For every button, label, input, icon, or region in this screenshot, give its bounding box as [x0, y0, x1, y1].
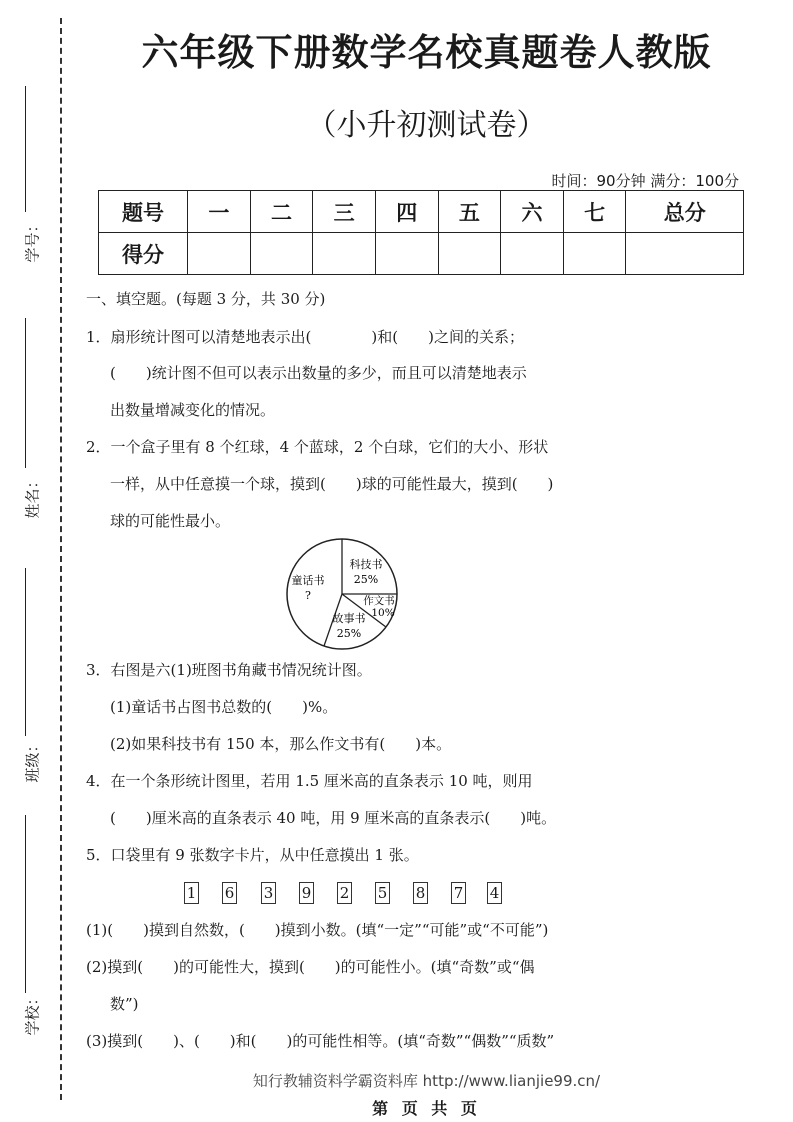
score-table-column: 七 [563, 191, 626, 233]
score-table-row-score [99, 233, 744, 275]
pie-label-science: 科技书 [349, 558, 383, 571]
score-cell [501, 233, 564, 275]
side-underline [25, 318, 26, 468]
side-underline [25, 568, 26, 736]
score-table-row-header [99, 191, 744, 233]
score-cell [438, 233, 501, 275]
side-underline [25, 86, 26, 212]
score-table-column: 总分 [626, 191, 744, 233]
score-cell [250, 233, 313, 275]
side-label: 姓名： [23, 473, 42, 519]
question-5-line-5: (3)摸到( )、( )和( )的可能性相等。(填“奇数”“偶数”“质数” [86, 1032, 555, 1050]
question-2-line-2: 一样，从中任意摸一个球，摸到( )球的可能性最大，摸到( ) [110, 475, 554, 493]
score-cell [313, 233, 376, 275]
question-2-line-3: 球的可能性最小。 [110, 512, 231, 530]
number-card: 8 [413, 882, 428, 904]
score-cell [375, 233, 438, 275]
page-number: 第 页 共 页 [372, 1099, 481, 1118]
score-table-column: 五 [438, 191, 501, 233]
question-4-line-1: 4．在一个条形统计图里，若用 1.5 厘米高的直条表示 10 吨，则用 [86, 772, 533, 790]
question-5-line-3: (2)摸到( )的可能性大，摸到( )的可能性小。(填“奇数”或“偶 [86, 958, 535, 976]
score-table-label: 得分 [99, 233, 188, 275]
side-label: 学校： [23, 990, 42, 1036]
question-2-line-1: 2．一个盒子里有 8 个红球，4 个蓝球，2 个白球，它们的大小、形状 [86, 438, 549, 456]
number-card: 1 [184, 882, 199, 904]
score-cell [626, 233, 744, 275]
page-title: 六年级下册数学名校真题卷人教版 [141, 31, 712, 74]
number-card: 5 [375, 882, 390, 904]
number-cards [184, 882, 504, 906]
binding-dashed-line [60, 18, 62, 1100]
score-table-label: 题号 [99, 191, 188, 233]
question-5-line-2: (1)( )摸到自然数，( )摸到小数。(填“一定”“可能”或“不可能”) [86, 921, 549, 939]
question-3-line-3: (2)如果科技书有 150 本，那么作文书有( )本。 [110, 735, 452, 753]
pie-value-composition: 10% [371, 607, 395, 619]
question-1-line-1: 1．扇形统计图可以清楚地表示出( )和( )之间的关系； [86, 328, 524, 346]
score-table-column: 二 [250, 191, 313, 233]
score-cell [563, 233, 626, 275]
question-5-line-1: 5．口袋里有 9 张数字卡片，从中任意摸出 1 张。 [86, 846, 419, 864]
question-3-line-2: (1)童话书占图书总数的( )%。 [110, 698, 338, 716]
side-label: 班级： [23, 737, 42, 783]
score-table-column: 四 [375, 191, 438, 233]
pie-value-story: 25% [336, 627, 362, 640]
number-card: 7 [451, 882, 466, 904]
number-card: 6 [222, 882, 237, 904]
score-table-column: 一 [188, 191, 251, 233]
pie-label-fairy-tale: 童话书 [291, 574, 325, 587]
score-table [98, 190, 744, 275]
number-card: 3 [261, 882, 276, 904]
section-heading: 一、填空题。(每题 3 分，共 30 分) [86, 290, 326, 308]
number-card: 2 [337, 882, 352, 904]
question-3-line-1: 3．右图是六(1)班图书角藏书情况统计图。 [86, 661, 372, 679]
pie-value-fairy-tale: ? [305, 589, 311, 602]
pie-label-story: 故事书 [332, 612, 366, 625]
score-cell [188, 233, 251, 275]
number-card: 9 [299, 882, 314, 904]
side-underline [25, 815, 26, 993]
side-label: 学号： [23, 217, 42, 263]
question-5-line-4: 数”) [110, 995, 139, 1013]
page-subtitle: （小升初测试卷） [306, 108, 547, 143]
question-1-line-2: ( )统计图不但可以表示出数量的多少，而且可以清楚地表示 [110, 364, 527, 382]
pie-label-composition: 作文书 [363, 595, 395, 607]
footer-source: 知行教辅资料学霸资料库 http://www.lianjie99.cn/ [252, 1072, 601, 1090]
question-4-line-2: ( )厘米高的直条表示 40 吨，用 9 厘米高的直条表示( )吨。 [110, 809, 557, 827]
number-card: 4 [487, 882, 502, 904]
question-1-line-3: 出数量增减变化的情况。 [110, 401, 276, 419]
score-table-column: 三 [313, 191, 376, 233]
pie-value-science: 25% [353, 573, 379, 586]
pie-chart [284, 538, 404, 650]
score-table-column: 六 [501, 191, 564, 233]
time-info: 时间：90分钟 满分：100分 [551, 172, 739, 190]
